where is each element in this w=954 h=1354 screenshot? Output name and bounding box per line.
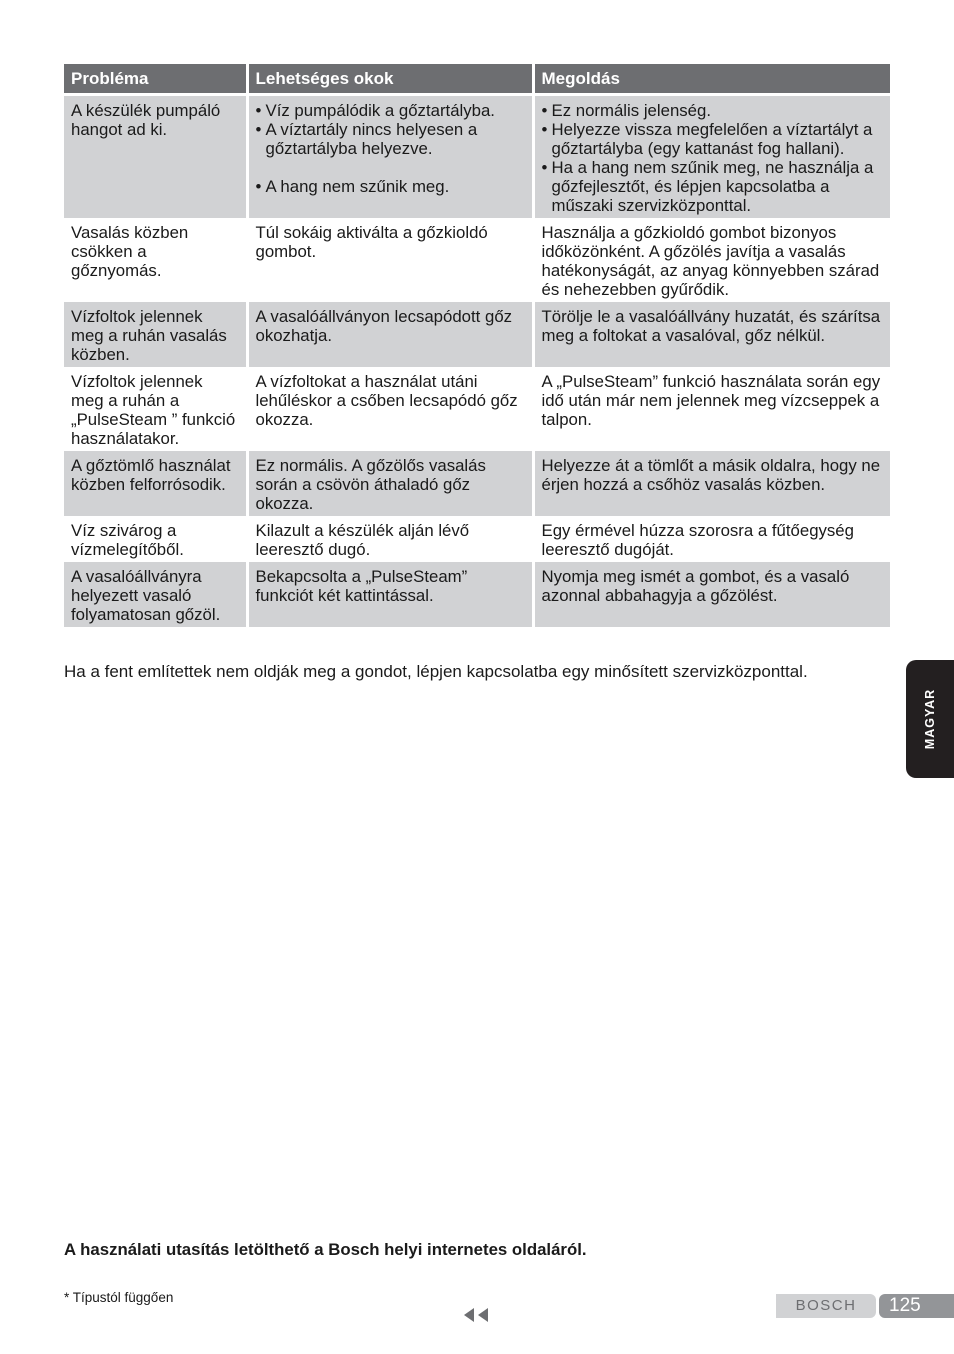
header-solution: Megoldás [533,64,890,95]
download-notice: A használati utasítás letölthető a Bosch helyi internetes oldaláról. [64,1240,587,1259]
cause-cell: A vízfoltokat a használat utáni lehűléskor a csőben lecsapódó gőz okozza. [247,367,533,451]
solution-cell: Egy érmével húzza szorosra a fűtőegység leeresztő dugóját. [533,516,890,562]
cause-cell: Bekapcsolta a „PulseSteam” funkciót két kattintással. [247,562,533,627]
list-item: • Ez normális jelenség. [542,101,884,120]
troubleshooting-table [64,64,890,627]
language-tab [906,660,954,778]
table-row [64,95,890,219]
solutions-list [542,101,884,215]
brand-label-box [776,1294,876,1318]
problem-cell: A vasalóállványra helyezett vasaló folyamatosan gőzöl. [64,562,247,627]
cause-cell: A vasalóállványon lecsapódott gőz okozhatja. [247,302,533,367]
brand-label: BOSCH [795,1297,857,1314]
list-item: • Víz pumpálódik a gőztartályba. [256,101,525,120]
page-number-box [879,1294,954,1318]
solution-cell: Nyomja meg ismét a gombot, és a vasaló azonnal abbahagyja a gőzölést. [533,562,890,627]
solution-cell: Helyezze át a tömlőt a másik oldalra, hogy ne érjen hozzá a csőhöz vasalás közben. [533,451,890,516]
causes-list [256,101,525,196]
solution-cell: Használja a gőzkioldó gombot bizonyos időközönként. A gőzölés javítja a vasalás hatékonyságát, az anyag könnyebben szárad és nehezebben gyűrődik. [533,218,890,302]
problem-cell: Vízfoltok jelennek meg a ruhán a „PulseSteam ” funkció használatakor. [64,367,247,451]
solution-cell: Törölje le a vasalóállvány huzatát, és szárítsa meg a foltokat a vasalóval, gőz nélkül. [533,302,890,367]
list-item: • A hang nem szűnik meg. [256,177,525,196]
table-row [64,451,890,516]
footnote: * Típustól függően [64,1290,174,1305]
table-row [64,516,890,562]
cause-cell: Túl sokáig aktiválta a gőzkioldó gombot. [247,218,533,302]
table-row [64,218,890,302]
problem-cell: A készülék pumpáló hangot ad ki. [64,95,247,219]
cause-cell: Ez normális. A gőzölős vasalás során a csövön áthaladó gőz okozza. [247,451,533,516]
list-item: • Ha a hang nem szűnik meg, ne használja a gőzfejlesztőt, és lépjen kapcsolatba a műszaki szervizközponttal. [542,158,884,215]
service-note: Ha a fent említettek nem oldják meg a gondot, lépjen kapcsolatba egy minősített szervizközponttal. [64,662,808,681]
problem-cell: Víz szivárog a vízmelegítőből. [64,516,247,562]
header-problem: Probléma [64,64,247,95]
page-number: 125 [889,1295,921,1316]
table-row [64,302,890,367]
problem-cell: A gőztömlő használat közben felforrósodik. [64,451,247,516]
causes-cell [247,95,533,219]
list-item: • Helyezze vissza megfelelően a víztartályt a gőztartályba (egy kattanást fog hallani). [542,120,884,158]
table-header-row [64,64,890,95]
list-item: • A víztartály nincs helyesen a gőztartályba helyezve. [256,120,525,158]
language-tab-label: MAGYAR [923,688,937,750]
header-causes: Lehetséges okok [247,64,533,95]
table-row [64,367,890,451]
solution-cell: A „PulseSteam” funkció használata során egy idő után már nem jelennek meg vízcseppek a talpon. [533,367,890,451]
problem-cell: Vasalás közben csökken a gőznyomás. [64,218,247,302]
solution-cell [533,95,890,219]
problem-cell: Vízfoltok jelennek meg a ruhán vasalás közben. [64,302,247,367]
cause-cell: Kilazult a készülék alján lévő leeresztő dugó. [247,516,533,562]
table-row [64,562,890,627]
double-left-arrow-icon[interactable] [462,1307,492,1323]
